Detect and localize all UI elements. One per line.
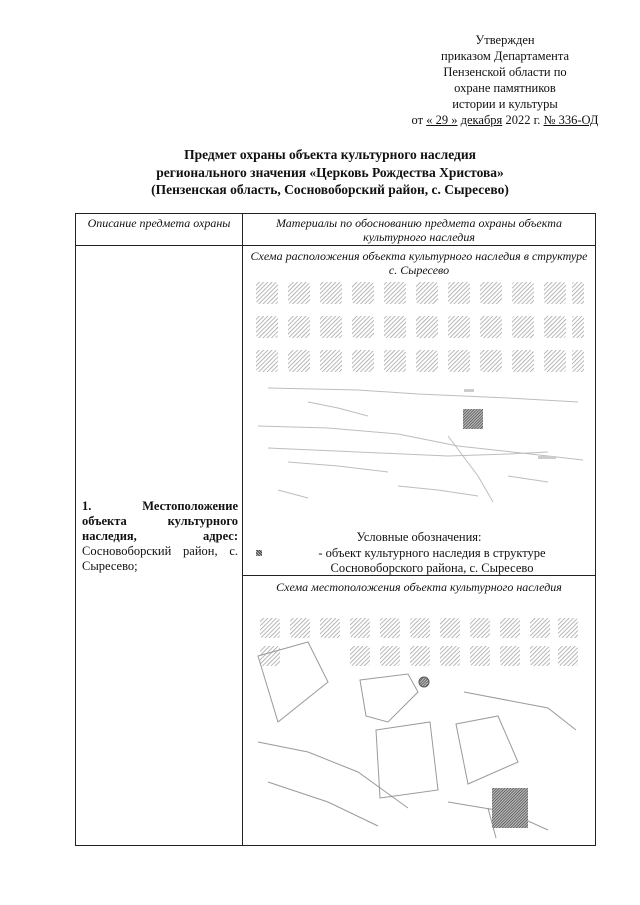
legend-title: Условные обозначения: (356, 530, 482, 544)
scheme2-caption: Схема местоположения объекта культурного наследия (276, 580, 562, 594)
approval-line-5: истории и культуры (452, 97, 558, 111)
site-location-map (248, 612, 588, 842)
document-title (60, 146, 600, 199)
village-scheme-map (248, 276, 588, 516)
title-line-3: (Пензенская область, Сосновоборский район, с. Сыресево) (151, 182, 509, 197)
map-block-row-3 (256, 350, 584, 372)
church-point-icon (419, 677, 429, 687)
approval-date-line (380, 112, 630, 128)
order-number: № 336-ОД (543, 113, 599, 127)
approval-line-3: Пензенской области по (443, 65, 567, 79)
item-location-address: Сосновоборский район, с. Сыресево; (82, 544, 238, 573)
header-left: Описание предмета охраны (87, 216, 231, 230)
title-line-1: Предмет охраны объекта культурного наследия (184, 147, 476, 162)
heritage-object-marker (463, 409, 483, 429)
item-location-title: 1. Местоположение объекта культурного наследия, адрес: (82, 499, 238, 543)
site-heritage-object-marker (492, 788, 528, 828)
date-month: декабря (460, 113, 503, 127)
title-line-2: регионального значения «Церковь Рождества Христова» (156, 164, 504, 180)
site-parcels (258, 642, 576, 838)
map-label-mark-2 (538, 456, 556, 459)
column-divider (242, 214, 243, 845)
protection-table (75, 213, 596, 846)
header-divider (76, 245, 595, 246)
scheme1-caption: Схема расположения объекта культурного наследия в структуре с. Сыресево (250, 249, 588, 277)
approval-line-2: приказом Департамента (441, 49, 569, 63)
map-label-mark (464, 389, 474, 392)
legend-text: - объект культурного наследия в структуре Сосновоборского района, с. Сыресево (318, 546, 546, 575)
header-right: Материалы по обоснованию предмета охраны объекта культурного наследия (275, 216, 563, 244)
date-prefix: от (411, 113, 424, 127)
date-day: « 29 » (426, 113, 458, 127)
date-year: 2022 г. (505, 113, 541, 127)
legend-swatch-icon (256, 550, 262, 556)
approval-block (380, 32, 630, 128)
approval-line-4: охране памятников (454, 81, 556, 95)
item-location (82, 499, 238, 574)
map-roads (258, 388, 583, 502)
map-block-row-1 (256, 282, 584, 304)
map-block-row-2 (256, 316, 584, 338)
approval-line-1: Утвержден (475, 33, 535, 47)
